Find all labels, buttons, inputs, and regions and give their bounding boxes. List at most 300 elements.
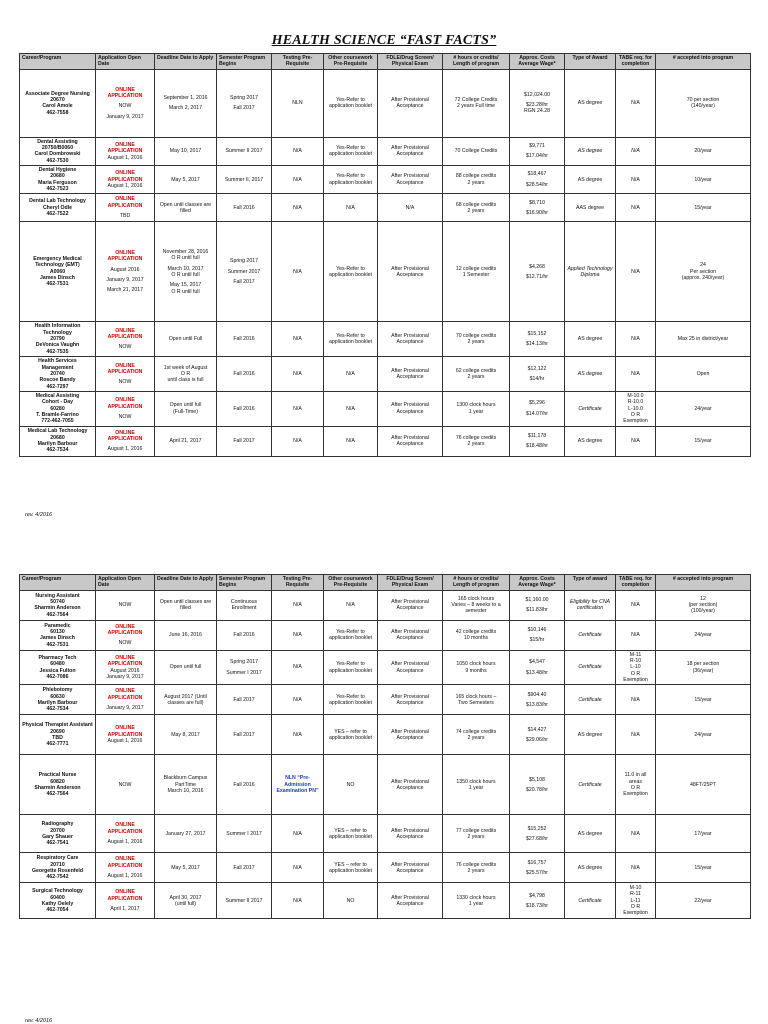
type-of-award-line: AS degree [577, 100, 603, 107]
tabe-requirement [616, 590, 656, 620]
hours-length-line: 10 months [463, 635, 489, 642]
hours-length [443, 166, 510, 194]
deadline-date [155, 883, 217, 919]
approx-cost-wage-line: $5,108 [529, 776, 545, 783]
application-open-date-line: NOW [118, 379, 132, 386]
approx-cost-wage-line: $15,252 [527, 825, 547, 832]
tabe-requirement-line: N/A [631, 100, 640, 107]
deadline-date-line: Open until full [169, 402, 202, 409]
tabe-requirement-line: L-10.0 [628, 405, 643, 412]
hours-length [443, 590, 510, 620]
semester-begins [217, 194, 272, 222]
table-row [20, 755, 751, 815]
hours-length-line: 1330 clock hours [456, 894, 496, 901]
accepted-count [656, 883, 751, 919]
tabe-requirement [616, 755, 656, 815]
testing-prerequisite [272, 620, 324, 650]
tabe-requirement [616, 426, 656, 456]
application-open-date [96, 883, 155, 919]
fdle-drug-screen [378, 357, 443, 392]
semester-begins [217, 426, 272, 456]
career-program-line: Cohort - Day [41, 399, 74, 406]
header-career-program: Career/Program [20, 575, 96, 591]
accepted-count [656, 853, 751, 883]
application-open-date [96, 357, 155, 392]
semester-begins [217, 590, 272, 620]
deadline-date-line: until class is full [167, 377, 204, 384]
career-program [20, 194, 96, 222]
testing-prerequisite-line: N/A [293, 437, 302, 444]
other-coursework-line: Yes-Refer to application booklet [329, 96, 372, 110]
accepted-count-line: Per section [690, 268, 716, 275]
fdle-drug-screen [378, 650, 443, 685]
career-program-line: Georgette Rosenfeld [31, 867, 84, 874]
deadline-date-line: O R until full [171, 255, 200, 262]
career-program-line: 462-7564 [46, 611, 69, 618]
header-approx-cost-wage: Approx. Costs Average Wage* [510, 54, 565, 70]
type-of-award [565, 650, 616, 685]
approx-cost-wage [510, 322, 565, 357]
tabe-requirement-line: O R [630, 411, 641, 418]
approx-cost-wage-line: $12,122 [527, 365, 547, 372]
header-other-coursework: Other coursework Pre-Requisite [324, 575, 378, 591]
fdle-drug-screen-line: After Provisional Acceptance [391, 661, 429, 674]
accepted-count [656, 322, 751, 357]
approx-cost-wage [510, 166, 565, 194]
hours-length [443, 222, 510, 322]
approx-cost-wage [510, 815, 565, 853]
type-of-award [565, 194, 616, 222]
table-row [20, 69, 751, 137]
fdle-drug-screen [378, 137, 443, 165]
approx-cost-wage [510, 883, 565, 919]
application-open-date-line: NOW [118, 344, 132, 351]
approx-cost-wage-line: $1,160.00 [525, 596, 549, 603]
tabe-requirement-line: R-10.0 [627, 399, 644, 406]
other-coursework [324, 322, 378, 357]
career-program [20, 590, 96, 620]
fast-facts-table-2 [19, 574, 751, 919]
career-program [20, 357, 96, 392]
approx-cost-wage-line: $28.54/hr [526, 181, 548, 188]
type-of-award-line: Certificate [578, 781, 602, 788]
approx-cost-wage-line: $4,547 [529, 659, 545, 666]
deadline-date [155, 755, 217, 815]
fdle-drug-screen [378, 715, 443, 755]
semester-begins [217, 391, 272, 426]
semester-begins-line: Summer II 2017 [225, 148, 263, 155]
fdle-drug-screen [378, 166, 443, 194]
header-fdle-drug-screen: FDLE/Drug Screen/ Physical Exam [378, 575, 443, 591]
hours-length [443, 715, 510, 755]
application-open-date [96, 853, 155, 883]
approx-cost-wage-line: $8,710 [529, 199, 545, 206]
header-career-program: Career/Program [20, 54, 96, 70]
approx-cost-wage-line: $18.48/hr [526, 443, 548, 450]
header-approx-cost-wage: Approx. Costs Average Wage* [510, 575, 565, 591]
fdle-drug-screen [378, 222, 443, 322]
deadline-date-line: (Full-Time) [173, 408, 198, 415]
career-program-line: Practical Nurse [38, 772, 77, 779]
tabe-requirement-line: N/A [631, 148, 640, 155]
type-of-award [565, 166, 616, 194]
testing-prerequisite [272, 650, 324, 685]
other-coursework [324, 137, 378, 165]
career-program-line: 462-7054 [46, 907, 69, 914]
accepted-count-line: Max 25 in district/year [677, 336, 729, 343]
semester-begins-line: Fall 2017 [233, 279, 255, 286]
deadline-date [155, 590, 217, 620]
career-program-line: Dental Assisting [37, 138, 78, 145]
accepted-count-line: 22/year [694, 897, 712, 904]
career-program-line: 462-7771 [46, 741, 69, 748]
deadline-date-line: November 28, 2016 [162, 248, 209, 255]
career-program-line: 50740 [50, 598, 65, 605]
tabe-requirement-line: N/A [631, 370, 640, 377]
hours-length-line: 2 years [467, 833, 485, 840]
tabe-requirement-line: N/A [631, 602, 640, 609]
type-of-award-line: AAS degree [576, 204, 604, 211]
semester-begins-line: Fall 2017 [233, 731, 255, 738]
career-program [20, 715, 96, 755]
other-coursework-line: YES – refer to application booklet [329, 861, 372, 874]
testing-prerequisite-line: N/A [293, 602, 302, 609]
career-program-line: Surgical Technology [32, 888, 83, 895]
career-program [20, 620, 96, 650]
career-program-line: Health Services Management [38, 358, 77, 371]
testing-prerequisite-line: N/A [293, 176, 302, 183]
career-program-line: Cheryl Odle [42, 204, 73, 211]
accepted-count [656, 391, 751, 426]
approx-cost-wage-line: $14/hr [529, 376, 545, 383]
career-program [20, 166, 96, 194]
other-coursework-line: N/A [346, 370, 355, 377]
table-row [20, 166, 751, 194]
deadline-date-line: March 10, 2017 [167, 265, 204, 272]
other-coursework [324, 853, 378, 883]
type-of-award-line: Certificate [578, 696, 602, 703]
career-program-line: 462-7523 [46, 186, 69, 193]
application-open-date-line: August 1, 2016 [107, 873, 143, 880]
testing-prerequisite-line: N/A [293, 864, 302, 871]
career-program [20, 137, 96, 165]
deadline-date-line: April 30, 2017 [169, 894, 202, 901]
approx-cost-wage [510, 755, 565, 815]
career-program-line: T. Bramle-Farrino [36, 411, 79, 418]
deadline-date-line: Open until classes are filled [159, 598, 212, 612]
hours-length-line: 62 college credits [455, 367, 497, 374]
table-row [20, 222, 751, 322]
semester-begins [217, 755, 272, 815]
accepted-count-line: 70 per section [686, 96, 720, 103]
testing-prerequisite-line: N/A [293, 897, 302, 904]
career-program-line: 462-7530 [46, 157, 69, 164]
table-row [20, 137, 751, 165]
other-coursework-line: Yes-Refer to application booklet [329, 145, 372, 158]
career-program-line: 20790 [50, 336, 65, 343]
approx-cost-wage [510, 426, 565, 456]
application-open-date-line: TBD [119, 213, 131, 220]
table-header-row [20, 54, 751, 70]
header-other-coursework: Other coursework Pre-Requisite [324, 54, 378, 70]
career-program-line: 20740 [50, 370, 65, 377]
career-program-line: 462-7542 [46, 874, 69, 881]
career-program-line: Marilyn Barbour [37, 441, 78, 448]
hours-length-line: 70 College Credits [454, 148, 498, 155]
hours-length-line: 2 years [467, 867, 485, 874]
other-coursework-line: N/A [346, 405, 355, 412]
testing-prerequisite [272, 815, 324, 853]
fdle-drug-screen-line: After Provisional Acceptance [391, 96, 429, 110]
application-open-date [96, 166, 155, 194]
type-of-award [565, 590, 616, 620]
approx-cost-wage-line: $18,467 [527, 171, 547, 178]
semester-begins [217, 650, 272, 685]
tabe-requirement [616, 357, 656, 392]
header-tabe-requirement: TABE req. for completion [616, 54, 656, 70]
approx-cost-wage-line: $11,178 [527, 432, 547, 439]
type-of-award [565, 322, 616, 357]
semester-begins [217, 166, 272, 194]
header-testing-prerequisite: Testing Pre-Requisite [272, 575, 324, 591]
approx-cost-wage-line: $14,427 [527, 726, 547, 733]
fdle-drug-screen-line: N/A [405, 204, 415, 211]
revision-note: rev. 4/2016 [25, 512, 53, 518]
header-type-of-award: Type of award [565, 575, 616, 591]
approx-cost-wage-line: $14.07/hr [526, 410, 548, 417]
approx-cost-wage-line: $15/hr [529, 637, 545, 644]
semester-begins-line: Continuous Enrollment [230, 598, 258, 612]
approx-cost-wage [510, 590, 565, 620]
header-deadline-date: Deadline Date to Apply [155, 54, 217, 70]
table-row [20, 853, 751, 883]
type-of-award [565, 426, 616, 456]
semester-begins-line: Fall 2016 [233, 370, 255, 377]
deadline-date [155, 194, 217, 222]
fast-facts-table-1 [19, 53, 751, 457]
table-header-row [20, 575, 751, 591]
semester-begins-line: Fall 2017 [233, 696, 255, 703]
type-of-award-line: AS degree [577, 148, 603, 155]
accepted-count [656, 815, 751, 853]
application-open-date-line: August 1, 2016 [107, 446, 143, 453]
table-row [20, 650, 751, 685]
career-program-line: 462-7086 [46, 673, 69, 680]
approx-cost-wage-line: $25.57/hr [526, 869, 548, 876]
accepted-count [656, 590, 751, 620]
career-program-line: James Dinsch [40, 635, 75, 642]
other-coursework [324, 222, 378, 322]
deadline-date [155, 715, 217, 755]
tabe-requirement [616, 620, 656, 650]
career-program [20, 815, 96, 853]
deadline-date [155, 685, 217, 715]
approx-cost-wage-line: $4,268 [529, 263, 545, 270]
career-program-line: Kathy Oelely [41, 900, 74, 907]
semester-begins [217, 69, 272, 137]
application-open-date-line: ONLINE APPLICATION [107, 429, 143, 442]
tabe-requirement-line: Exemption [623, 910, 648, 917]
tabe-requirement-line: N/A [631, 696, 640, 703]
deadline-date-line: May 5, 2017 [171, 176, 200, 183]
career-program-line: 462-7522 [46, 211, 69, 218]
tabe-requirement [616, 715, 656, 755]
deadline-date [155, 650, 217, 685]
table-row [20, 391, 751, 426]
tabe-requirement-line: M-11 [629, 651, 642, 658]
hours-length [443, 137, 510, 165]
accepted-count [656, 620, 751, 650]
testing-prerequisite-line: N/A [293, 148, 302, 155]
hours-length-line: 72 College Credits [454, 96, 498, 103]
table-row [20, 357, 751, 392]
fdle-drug-screen [378, 322, 443, 357]
career-program-line: 60280 [50, 405, 65, 412]
type-of-award-line: Applied Technology Diploma [567, 265, 613, 278]
tabe-requirement-line: N/A [631, 632, 640, 639]
hours-length [443, 853, 510, 883]
approx-cost-wage [510, 137, 565, 165]
semester-begins [217, 322, 272, 357]
other-coursework-line: YES – refer to application booklet [329, 728, 372, 741]
accepted-count-line: 24/year [694, 405, 712, 412]
testing-prerequisite-line: NLN [292, 100, 303, 107]
type-of-award-line: AS degree [577, 437, 603, 444]
hours-length-line: 42 college credits [455, 628, 497, 635]
type-of-award-line: Certificate [578, 632, 602, 639]
career-program-line: Sharmin Anderson [34, 605, 81, 612]
fdle-drug-screen [378, 815, 443, 853]
application-open-date [96, 194, 155, 222]
tabe-requirement-line: M-10 [629, 885, 642, 892]
table-row [20, 322, 751, 357]
other-coursework-line: Yes-Refer to application booklet [329, 661, 372, 674]
deadline-date-line: PartTime [175, 781, 196, 788]
testing-prerequisite [272, 883, 324, 919]
semester-begins-line: Summer 2017 [227, 268, 261, 275]
application-open-date [96, 685, 155, 715]
tabe-requirement-line: N/A [631, 268, 640, 275]
career-program [20, 391, 96, 426]
career-program-line: Respiratory Care [36, 855, 79, 862]
career-program-line: 462-7564 [46, 791, 69, 798]
type-of-award-line: AS degree [577, 336, 603, 343]
career-program-line: 60130 [50, 628, 65, 635]
accepted-count [656, 194, 751, 222]
header-deadline-date: Deadline Date to Apply [155, 575, 217, 591]
approx-cost-wage-line: $13.83/hr [526, 701, 548, 708]
tabe-requirement-line: N/A [631, 176, 640, 183]
application-open-date-line: April 1, 2017 [110, 906, 140, 913]
type-of-award-line: Certificate [578, 897, 602, 904]
other-coursework [324, 685, 378, 715]
semester-begins-line: Fall 2016 [233, 336, 255, 343]
hours-length-line: 70 college credits [455, 332, 497, 339]
header-hours-length: # hours or credits/ Length of program [443, 575, 510, 591]
deadline-date [155, 166, 217, 194]
career-program [20, 69, 96, 137]
testing-prerequisite [272, 391, 324, 426]
career-program-line: 462-7534 [46, 706, 69, 713]
career-program-line: Emergency Medical Technology (EMT) [33, 256, 82, 269]
deadline-date-line: April 21, 2017 [169, 437, 202, 444]
career-program-line: 20690 [50, 728, 65, 735]
deadline-date-line: O R until full [171, 288, 200, 295]
approx-cost-wage-line: $904.40 [527, 691, 547, 698]
hours-length-line: 2 years [467, 734, 485, 741]
application-open-date [96, 650, 155, 685]
fdle-drug-screen-line: After Provisional Acceptance [391, 145, 429, 158]
application-open-date-line: ONLINE APPLICATION [107, 822, 143, 835]
approx-cost-wage-line: $14.13/hr [526, 341, 548, 348]
application-open-date-line: NOW [118, 103, 132, 110]
accepted-count-line: 15/year [694, 864, 712, 871]
career-program [20, 755, 96, 815]
career-program-line: Dental Hygiene [38, 167, 77, 174]
application-open-date-line: ONLINE APPLICATION [107, 623, 143, 637]
application-open-date-line: ONLINE APPLICATION [107, 856, 143, 869]
tabe-requirement-line: Exemption [623, 791, 648, 798]
other-coursework [324, 391, 378, 426]
career-program-line: 20680 [50, 434, 65, 441]
fdle-drug-screen-line: After Provisional Acceptance [391, 894, 429, 907]
career-program-line: Physical Therapist Assistant [22, 722, 93, 729]
hours-length-line: Varies – 8 weeks to a semester [451, 602, 501, 615]
application-open-date-line: August 1, 2016 [107, 154, 143, 161]
hours-length-line: 1350 clock hours [456, 778, 496, 785]
career-program-line: 462-7541 [46, 840, 69, 847]
testing-prerequisite [272, 590, 324, 620]
accepted-count [656, 650, 751, 685]
hours-length [443, 650, 510, 685]
approx-cost-wage-line: $13.48/hr [526, 669, 548, 676]
application-open-date [96, 222, 155, 322]
hours-length-line: 76 college credits [455, 861, 497, 868]
application-open-date-line: NOW [118, 413, 132, 420]
testing-prerequisite-line: N/A [293, 830, 302, 837]
deadline-date [155, 391, 217, 426]
table-row [20, 590, 751, 620]
career-program-line: Paramedic [44, 622, 71, 629]
hours-length-line: 165 clock hours – [455, 693, 497, 700]
career-program-line: Gary Shauer [42, 833, 73, 840]
career-program-line: 462-7297 [46, 383, 69, 390]
tabe-requirement-line: N/A [631, 336, 640, 343]
deadline-date-line: O R [180, 370, 191, 377]
accepted-count-line: (per section) [688, 602, 718, 609]
hours-length-line: 77 college credits [455, 827, 497, 834]
header-application-open-date: Application Open Date [96, 54, 155, 70]
other-coursework-line: NO [346, 897, 355, 904]
other-coursework-line: YES – refer to application booklet [329, 827, 372, 840]
career-program-line: Marilyn Barbour [37, 699, 78, 706]
hours-length-line: 1 year [468, 784, 484, 791]
career-program-line: 462-7531 [46, 281, 69, 288]
type-of-award [565, 685, 616, 715]
header-testing-prerequisite: Testing Pre-Requisite [272, 54, 324, 70]
other-coursework-line: Yes-Refer to application booklet [329, 628, 372, 642]
other-coursework [324, 357, 378, 392]
tabe-requirement-line: Exemption [623, 677, 648, 684]
application-open-date-line: August 1, 2016 [107, 182, 143, 189]
fdle-drug-screen-line: After Provisional Acceptance [391, 367, 429, 381]
career-program-line: 462-7558 [46, 109, 69, 116]
semester-begins [217, 853, 272, 883]
deadline-date [155, 322, 217, 357]
fdle-drug-screen-line: After Provisional Acceptance [391, 173, 429, 186]
accepted-count [656, 69, 751, 137]
other-coursework [324, 620, 378, 650]
